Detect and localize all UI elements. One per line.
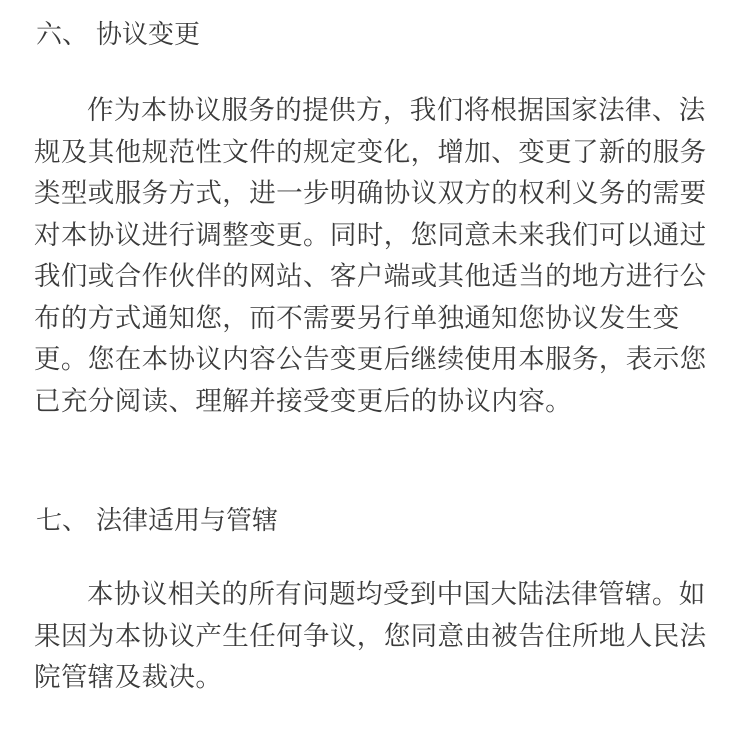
section-6-number: 六、 (36, 20, 89, 50)
section-6-heading (36, 18, 200, 52)
section-7-heading (36, 504, 278, 538)
section-6-paragraph: 作为本协议服务的提供方，我们将根据国家法律、法规及其他规范性文件的规定变化，增加、变更了新的服务类型或服务方式，进一步明确协议双方的权利义务的需要对本协议进行调整变更。同时，您同意未来我们可以通过我们或合作伙伴的网站、客户端或其他适当的地方进行公布的方式通知您，而不需要另行单独通知您协议发生变更。您在本协议内容公告变更后继续使用本服务，表示您已充分阅读、理解并接受变更后的协议内容。 (34, 95, 707, 417)
section-7-paragraph: 本协议相关的所有问题均受到中国大陆法律管辖。如果因为本协议产生任何争议，您同意由被告住所地人民法院管辖及裁决。 (34, 579, 707, 693)
section-7-title: 法律适用与管辖 (96, 506, 279, 536)
section-6-title: 协议变更 (96, 20, 201, 50)
section-7-number: 七、 (36, 506, 89, 536)
